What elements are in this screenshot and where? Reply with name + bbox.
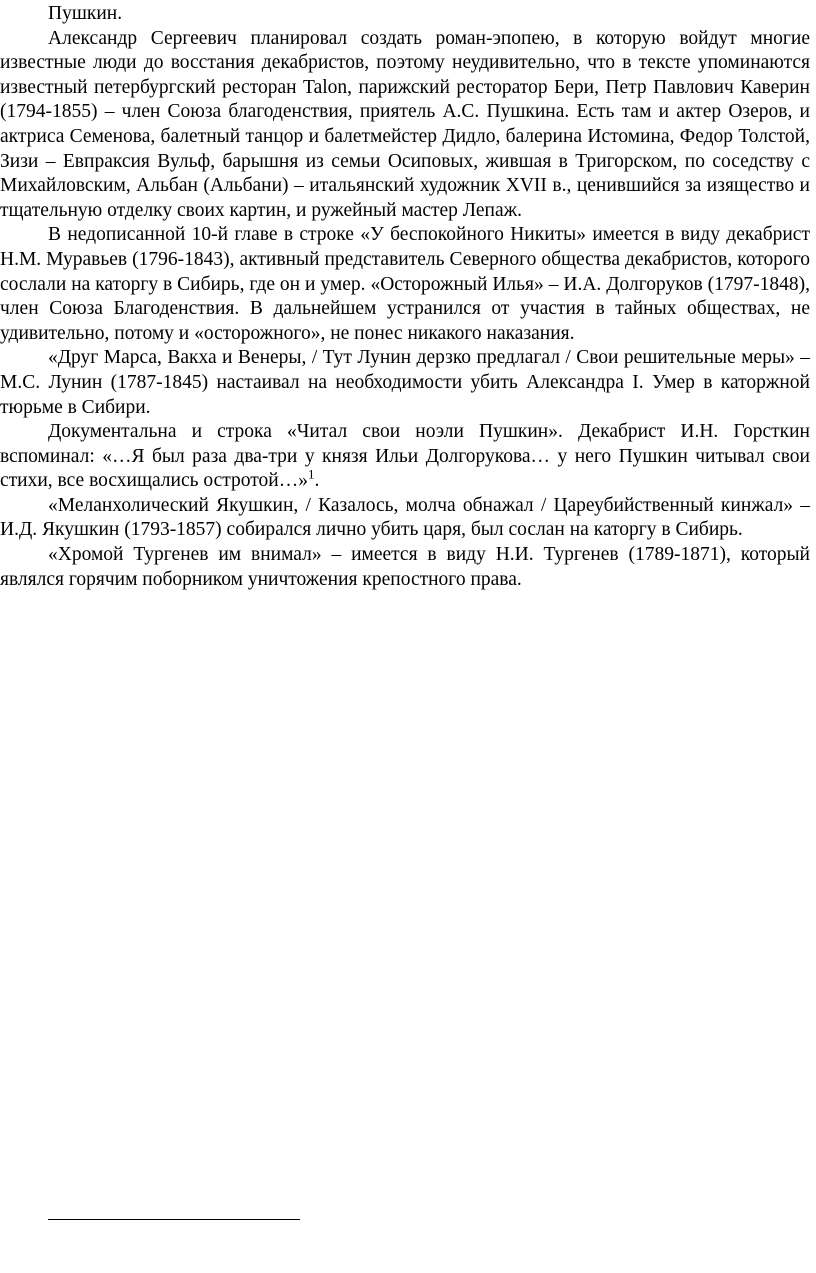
paragraph-noels xyxy=(0,420,810,494)
paragraph-lunin: «Друг Марса, Вакха и Венеры, / Тут Лунин дерзко предлагал / Свои решительные меры» – М.С. Лунин (1787-1845) настаивал на необходимости убить Александра I. Умер в каторжной тюрьме в Сибири. xyxy=(0,347,810,418)
document-body xyxy=(0,2,810,592)
paragraph-noels-text: Документальна и строка «Читал свои ноэли Пушкин». Декабрист И.Н. Горсткин вспоминал: «…Я был раза два-три у князя Ильи Долгорукова… у него Пушкин читывал свои стихи, все восхищались остротой…» xyxy=(0,421,810,492)
footnote-separator xyxy=(48,1219,300,1220)
paragraph-roman-epopee: Александр Сергеевич планировал создать роман-эпопею, в которую войдут многие известные люди до восстания декабристов, поэтому неудивительно, что в тексте упоминаются известный петербургский ресторан Talon, парижский ресторатор Бери, Петр Павлович Каверин (1794-1855) – член Союза благоденствия, приятель А.С. Пушкина. Есть там и актер Озеров, и актриса Семенова, балетный танцор и балетмейстер Дидло, балерина Истомина, Федор Толстой, Зизи – Евпраксия Вульф, барышня из семьи Осиповых, жившая в Тригорском, по соседству с Михайловским, Альбан (Альбани) – итальянский художник XVII в., ценившийся за изящество и тщательную отделку своих картин, и ружейный мастер Лепаж. xyxy=(0,27,810,221)
paragraph-noels-end: . xyxy=(314,470,320,492)
paragraph-turgenev: «Хромой Тургенев им внимал» – имеется в виду Н.И. Тургенев (1789-1871), который являлся горячим поборником уничтожения крепостного права. xyxy=(0,544,810,590)
paragraph-continuation: Пушкин. xyxy=(48,3,123,24)
paragraph-tenth-chapter: В недописанной 10-й главе в строке «У беспокойного Никиты» имеется в виду декабрист Н.М. Муравьев (1796-1843), активный представитель Северного общества декабристов, которого сослали на каторгу в Сибирь, где он и умер. «Осторожный Илья» – И.А. Долгоруков (1797-1848), член Союза Благоденствия. В дальнейшем устранился от участия в тайных обществах, не удивительно, потому и «осторожного», не понес никакого наказания. xyxy=(0,224,810,344)
footnote-reference: 1 xyxy=(307,466,315,482)
paragraph-yakushkin: «Меланхолический Якушкин, / Казалось, молча обнажал / Цареубийственный кинжал» – И.Д. Якушкин (1793-1857) собирался лично убить царя, был сослан на каторгу в Сибирь. xyxy=(0,494,810,541)
